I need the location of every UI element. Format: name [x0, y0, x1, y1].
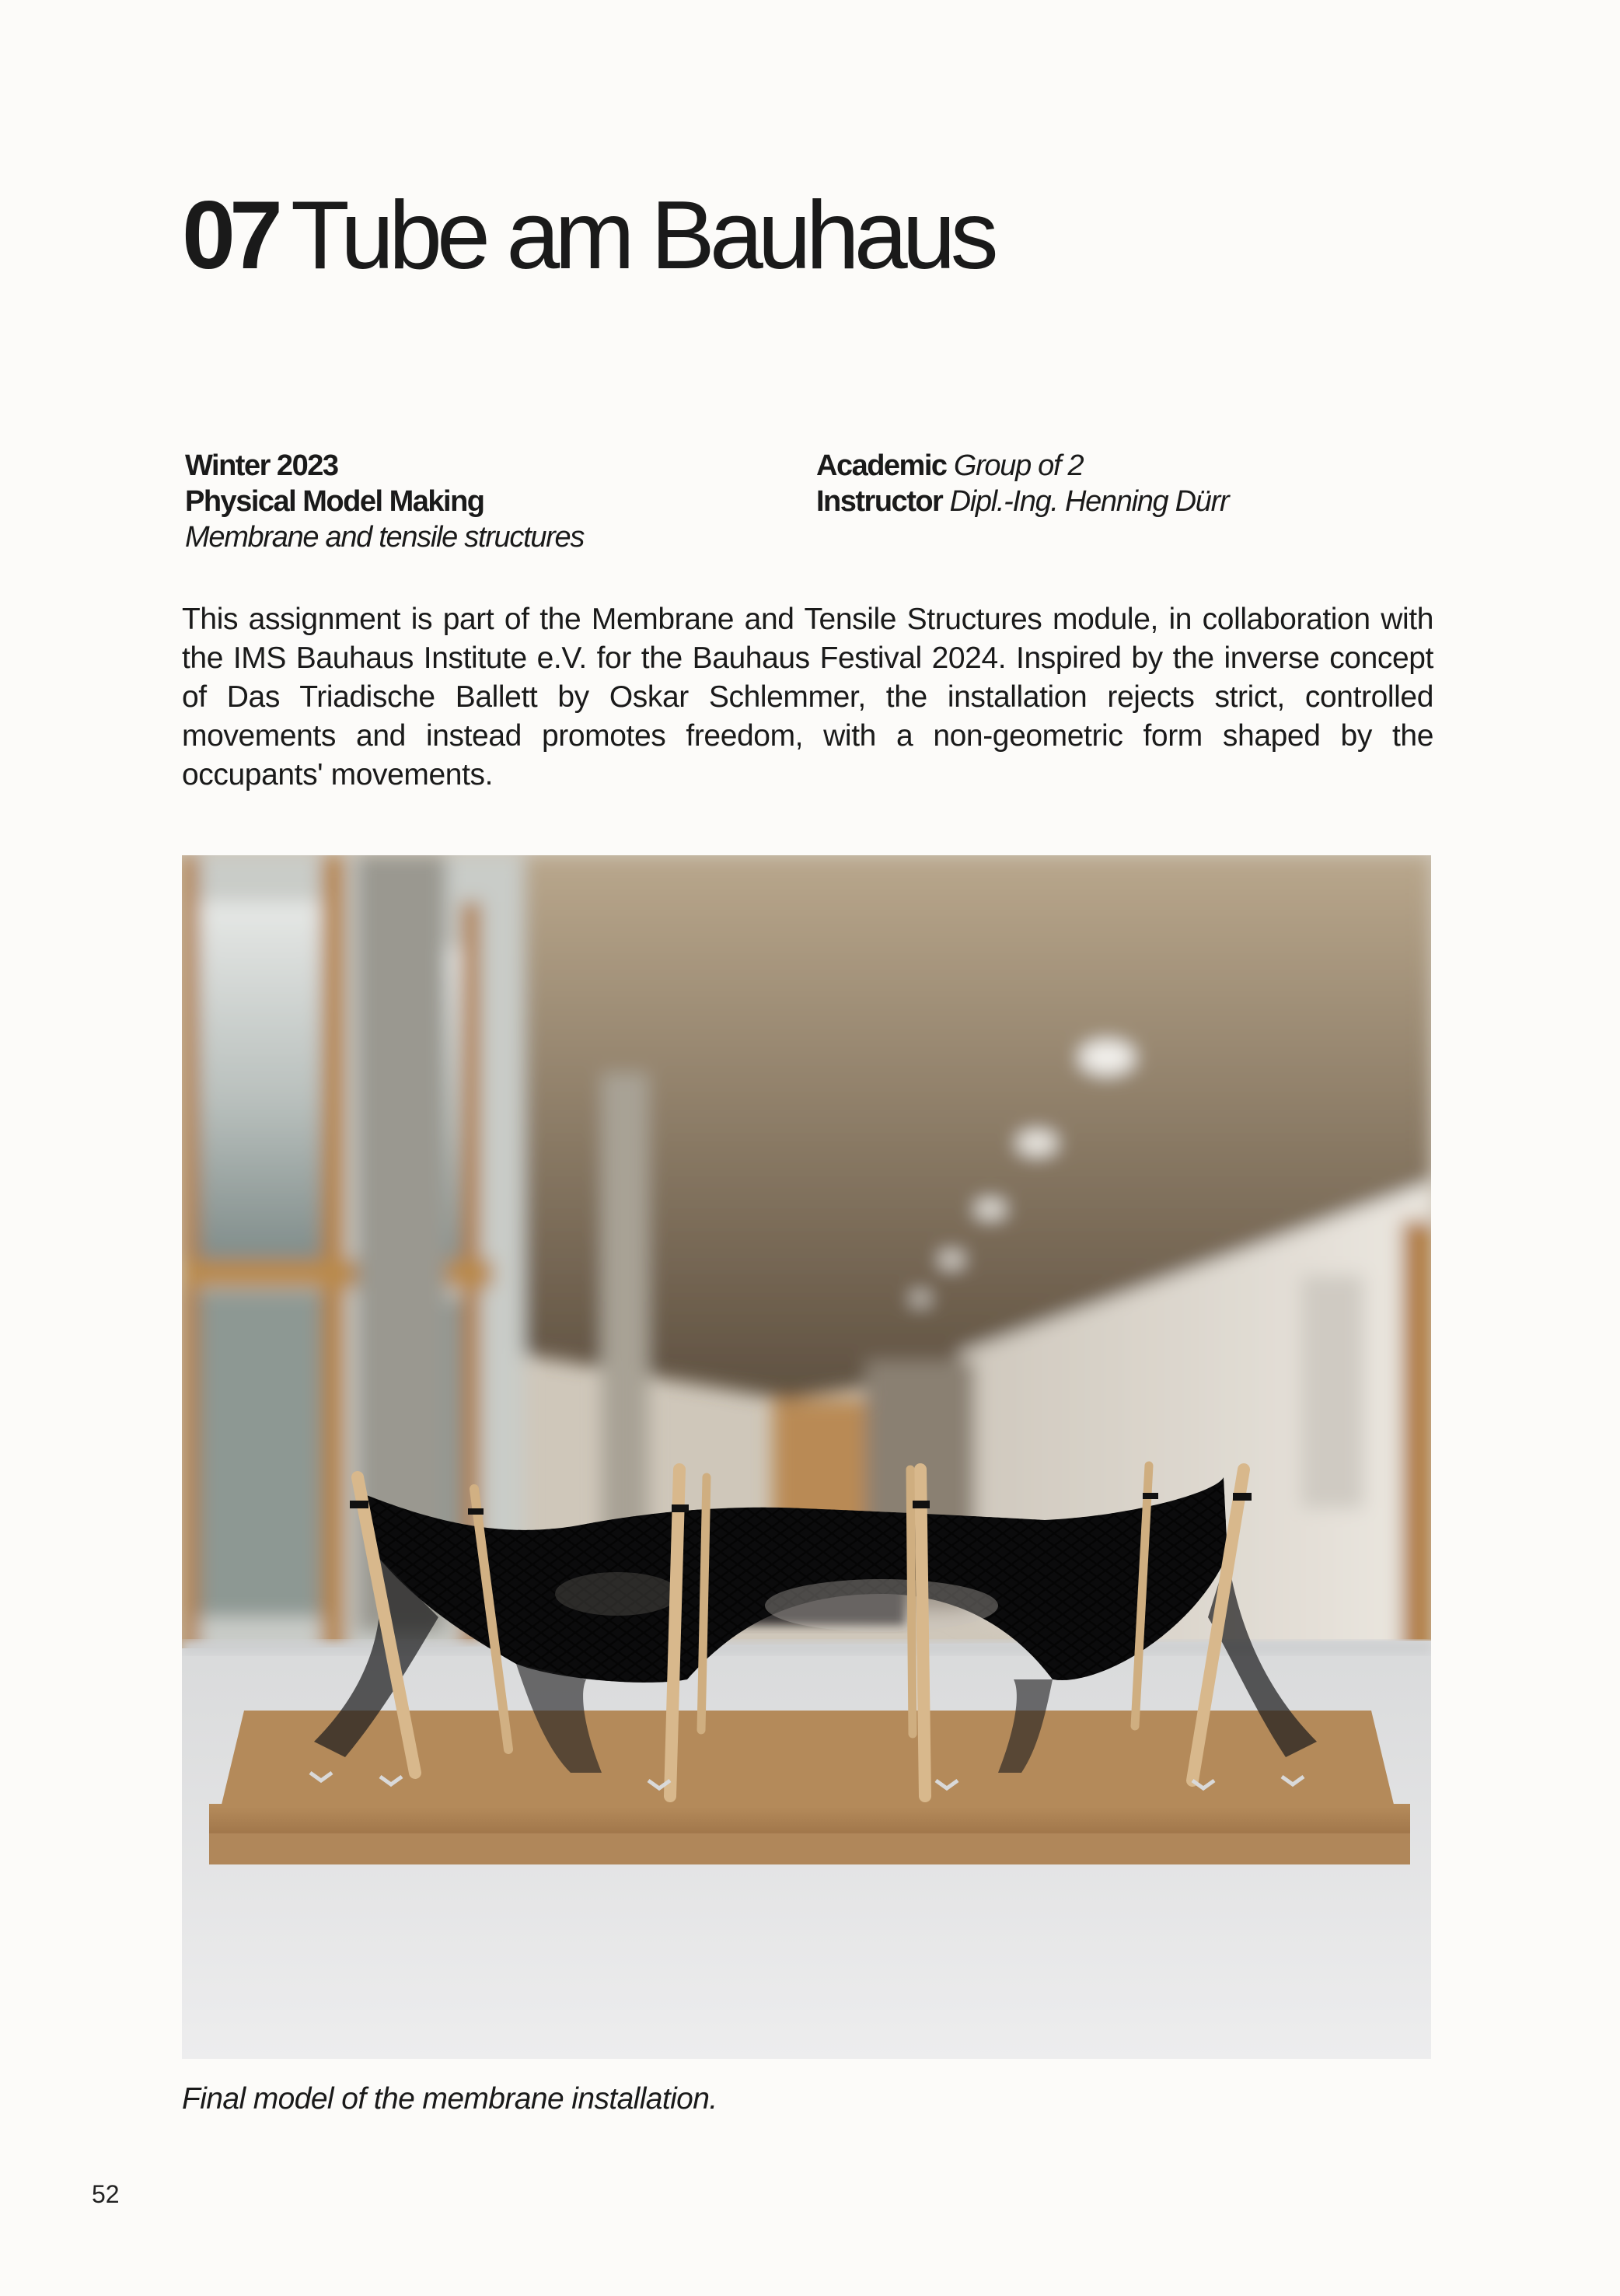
project-description: This assignment is part of the Membrane and Tensile Structures module, in collaboration with the IMS Bauhaus Institute e.V. for the Bauhaus Festival 2024. Inspired by the inverse concept of Das Triadische Ballett by Oskar Schlemmer, the installation rejects strict, controlled movements and instead promotes freedom, with a non-geometric form shaped by the occupants' movements.: [182, 603, 1433, 792]
course-name: Physical Model Making: [185, 485, 484, 518]
academic-row: [816, 448, 1228, 484]
page-number: 52: [92, 2180, 120, 2208]
project-meta-left: [185, 448, 584, 555]
project-name: Tube am Bauhaus: [290, 182, 993, 289]
membrane-model-photo: [182, 855, 1431, 2059]
instructor-row: [816, 484, 1228, 519]
page-title: [182, 177, 993, 294]
photo-caption: Final model of the membrane installation.: [182, 2082, 717, 2116]
project-number: 07: [182, 182, 277, 289]
instructor-value: Dipl.-Ing. Henning Dürr: [949, 485, 1229, 518]
academic-label: Academic: [816, 449, 947, 482]
academic-value: Group of 2: [953, 449, 1084, 482]
term: Winter 2023: [185, 449, 338, 482]
instructor-label: Instructor: [816, 485, 943, 518]
course-subtitle: Membrane and tensile structures: [185, 521, 585, 554]
project-meta-right: [816, 448, 1228, 519]
